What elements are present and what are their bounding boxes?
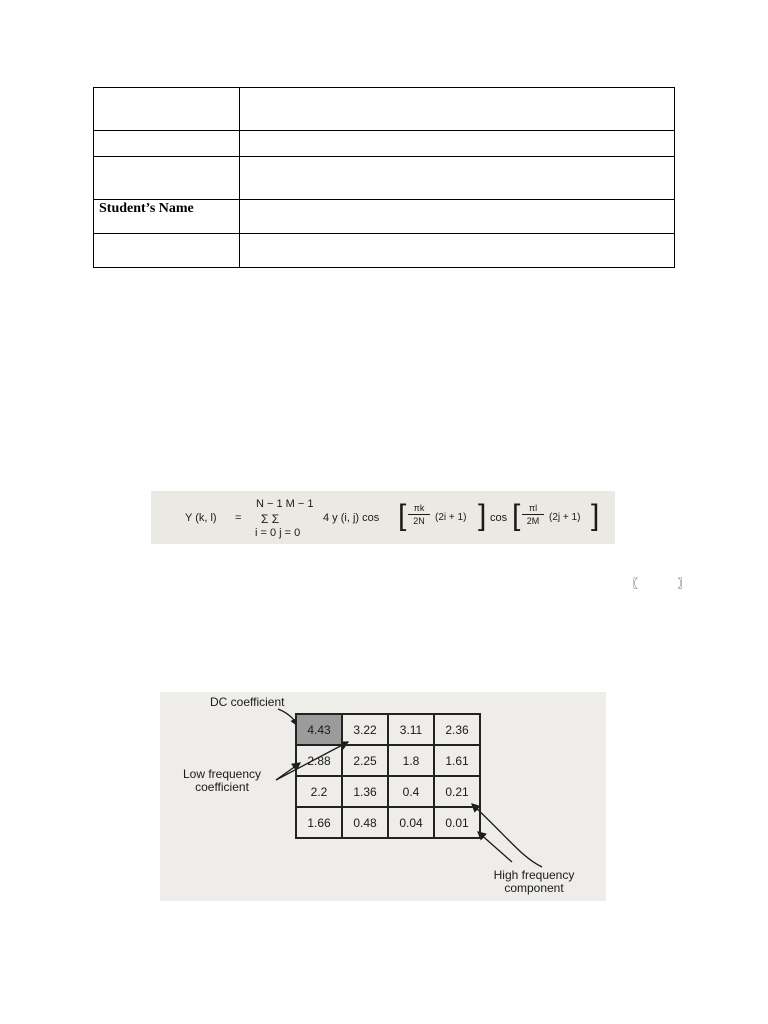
fraction-1-denominator: 2N <box>413 516 425 526</box>
table-row <box>94 157 675 200</box>
row-value <box>240 234 675 268</box>
grid-cell: 2.2 <box>296 776 342 807</box>
grid-cell: 0.4 <box>388 776 434 807</box>
bracket-close-icon: ] <box>591 499 600 532</box>
student-name-label: Student’s Name <box>94 200 240 234</box>
student-info-table <box>93 87 675 268</box>
dct-coefficient-figure <box>160 692 606 901</box>
grid-cell: 1.8 <box>388 745 434 776</box>
grid-cell: 3.11 <box>388 714 434 745</box>
high-frequency-label-line2: component <box>504 881 564 895</box>
grid-cell: 1.61 <box>434 745 480 776</box>
low-frequency-label-line1: Low frequency <box>182 767 262 781</box>
bracket-close-icon: ] <box>478 499 487 532</box>
formula-sigma: Σ Σ <box>261 512 280 526</box>
grid-cell: 1.36 <box>342 776 388 807</box>
bracket-open-icon: [ <box>398 499 407 532</box>
high-freq-arrow-2 <box>478 832 512 862</box>
low-frequency-label <box>166 768 278 794</box>
dct-formula-image <box>151 491 615 544</box>
table-row <box>94 200 675 234</box>
fraction-1 <box>408 503 430 526</box>
high-frequency-label <box>474 869 594 895</box>
table-row <box>94 88 675 131</box>
row-label <box>94 88 240 131</box>
table-row <box>296 807 480 838</box>
formula-sum-upper-limits: N − 1 M − 1 <box>256 498 314 510</box>
bracket-open-icon: [ <box>512 499 521 532</box>
formula-term: 4 y (i, j) cos <box>323 512 380 524</box>
bracket-marks: 〖 〗 <box>627 577 707 590</box>
student-name-value <box>240 200 675 234</box>
grid-cell: 0.04 <box>388 807 434 838</box>
grid-cell: 0.01 <box>434 807 480 838</box>
grid-cell: 2.88 <box>296 745 342 776</box>
fraction-2-tail: (2j + 1) <box>549 512 581 523</box>
fraction-2-denominator: 2M <box>526 516 540 526</box>
grid-cell: 0.48 <box>342 807 388 838</box>
grid-cell-dc: 4.43 <box>296 714 342 745</box>
grid-cell: 1.66 <box>296 807 342 838</box>
table-row <box>296 714 480 745</box>
table-row <box>296 745 480 776</box>
coefficient-grid <box>295 713 481 839</box>
fraction-2 <box>522 503 544 526</box>
low-frequency-label-line2: coefficient <box>195 780 249 794</box>
row-label <box>94 234 240 268</box>
row-value <box>240 88 675 131</box>
formula-cos: cos <box>490 512 508 524</box>
grid-cell: 2.25 <box>342 745 388 776</box>
row-label <box>94 131 240 157</box>
table-row <box>94 131 675 157</box>
grid-cell: 3.22 <box>342 714 388 745</box>
formula-equals: = <box>235 512 242 524</box>
row-value <box>240 157 675 200</box>
fraction-1-numerator: πk <box>413 503 425 513</box>
fraction-1-tail: (2i + 1) <box>435 512 467 523</box>
high-frequency-label-line1: High frequency <box>493 868 575 882</box>
table-row <box>94 234 675 268</box>
formula-sum-lower-limits: i = 0 j = 0 <box>255 527 301 539</box>
row-label <box>94 157 240 200</box>
formula-lhs: Y (k, l) <box>185 512 217 524</box>
grid-cell: 2.36 <box>434 714 480 745</box>
dc-coefficient-label: DC coefficient <box>210 695 285 709</box>
fraction-2-numerator: πl <box>528 503 538 513</box>
grid-cell: 0.21 <box>434 776 480 807</box>
table-row <box>296 776 480 807</box>
row-value <box>240 131 675 157</box>
